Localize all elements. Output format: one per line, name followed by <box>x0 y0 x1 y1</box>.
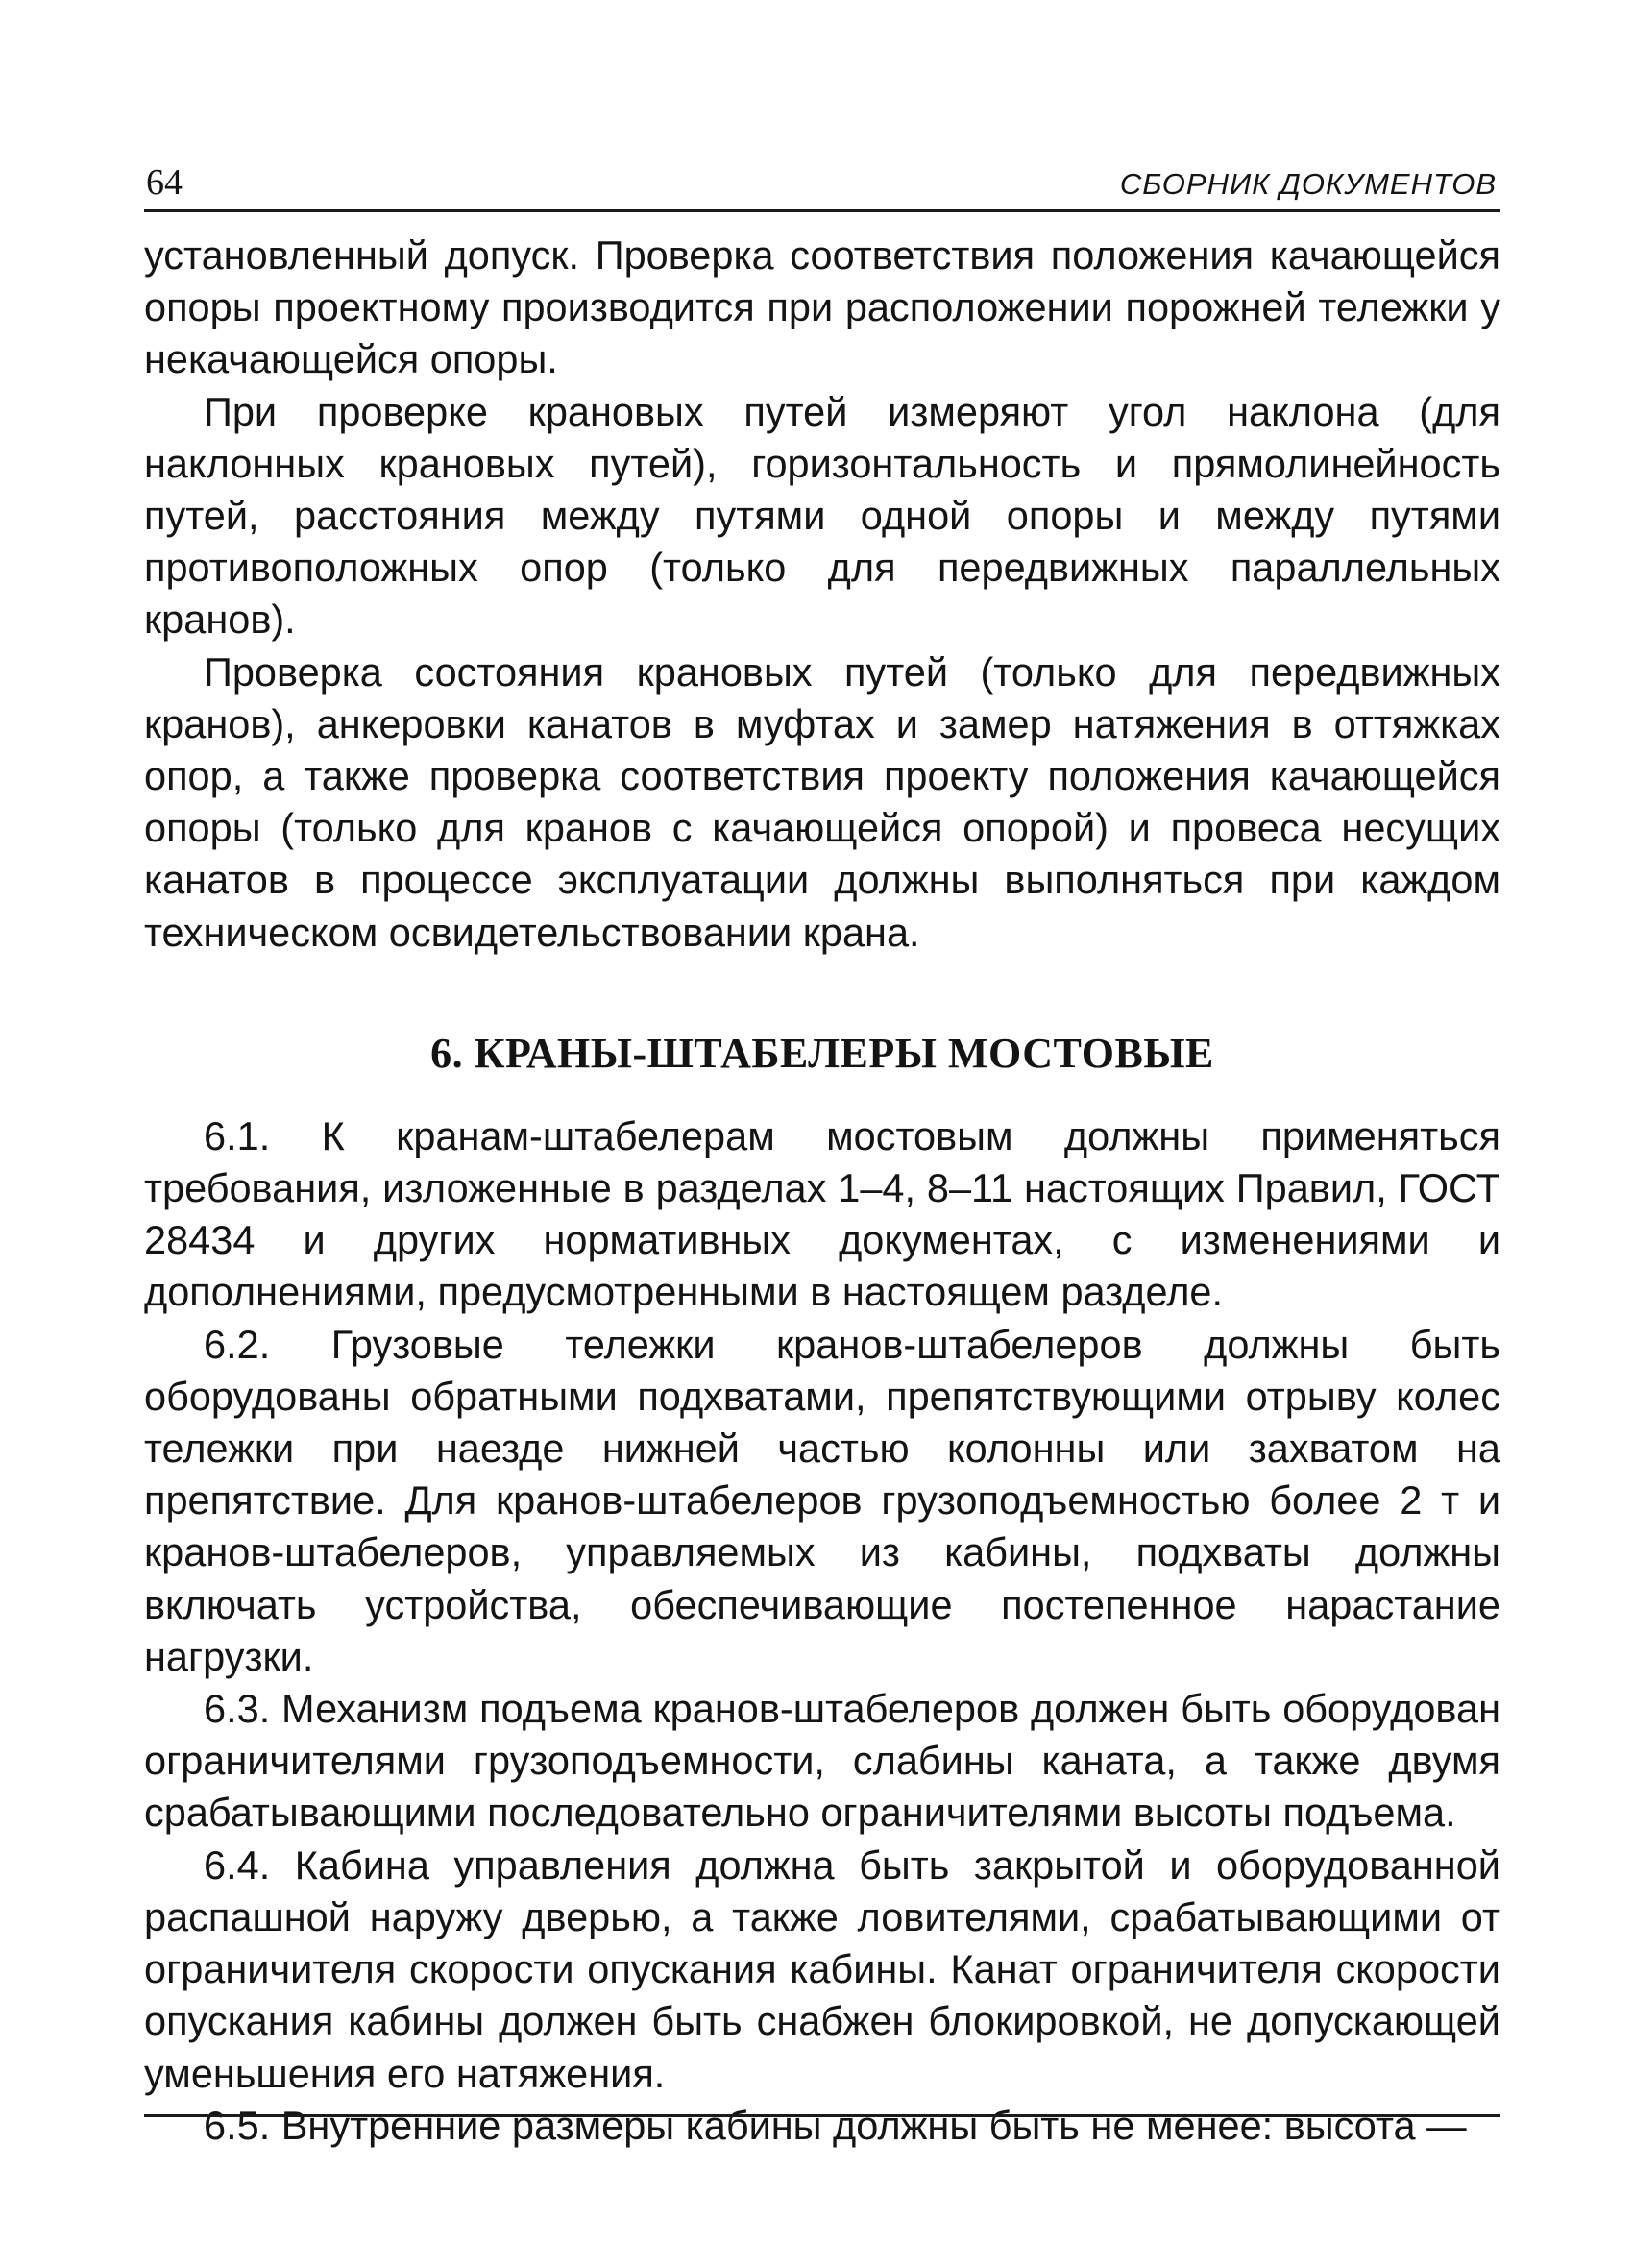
page-number: 64 <box>146 162 183 203</box>
clause-6-4: 6.4. Кабина управления должна быть закрытой и оборудованной распашной наружу дверью, а также ловителями, срабатывающими от ограничителя скорости опускания кабины. Канат ограничителя скорости опускания кабины должен быть снабжен блокировкой, не допускающей уменьшения его натяжения. <box>144 1841 1500 2096</box>
clause-6-5: 6.5. Внутренние размеры кабины должны быть не менее: высота — <box>204 2102 1467 2148</box>
footer-rule <box>144 2114 1500 2117</box>
clause-6-1: 6.1. К кранам-штабелерам мостовым должны применяться требования, изложенные в разделах 1–4, 8–11 настоящих Правил, ГОСТ 28434 и других нормативных документах, с изменениями и дополнениями, предусмотренными в настоящем разделе. <box>144 1112 1500 1315</box>
collection-title: СБОРНИК ДОКУМЕНТОВ <box>1119 167 1497 201</box>
paragraph-operational-check: Проверка состояния крановых путей (только для передвижных кранов), анкеровки канатов в муфтах и замер натяжения в оттяжках опор, а также проверка соответствия проекту положения качающейся опоры (только для кранов с качающейся опорой) и провеса несущих канатов в процессе эксплуатации должны выполняться при каждом техническом освидетельствовании крана. <box>144 648 1500 955</box>
page-body <box>144 230 1500 2152</box>
paragraph-continuation: установленный допуск. Проверка соответствия положения качающейся опоры проектному производится при расположении порожней тележки у некачающейся опоры. <box>144 232 1500 382</box>
clause-6-3: 6.3. Механизм подъема кранов-штабелеров должен быть оборудован ограничителями грузоподъемности, слабины каната, а также двумя срабатывающими последовательно ограничителями высоты подъема. <box>144 1686 1500 1836</box>
section-heading: 6. КРАНЫ-ШТАБЕЛЕРЫ МОСТОВЫЕ <box>430 1029 1214 1077</box>
document-page <box>144 154 1500 2152</box>
paragraph-crane-track-inspection: При проверке крановых путей измеряют угол наклона (для наклонных крановых путей), горизонтальность и прямолинейность путей, расстояния между путями одной опоры и между путями противоположных опор (только для передвижных параллельных кранов). <box>144 388 1500 643</box>
clause-6-2: 6.2. Грузовые тележки кранов-штабелеров должны быть оборудованы обратными подхватами, препятствующими отрыву колес тележки при наезде нижней частью колонны или захватом на препятствие. Для кранов-штабелеров грузоподъемностью более 2 т и кранов-штабелеров, управляемых из кабины, подхваты должны включать устройства, обеспечивающие постепенное нарастание нагрузки. <box>144 1321 1500 1679</box>
running-header <box>144 154 1500 212</box>
